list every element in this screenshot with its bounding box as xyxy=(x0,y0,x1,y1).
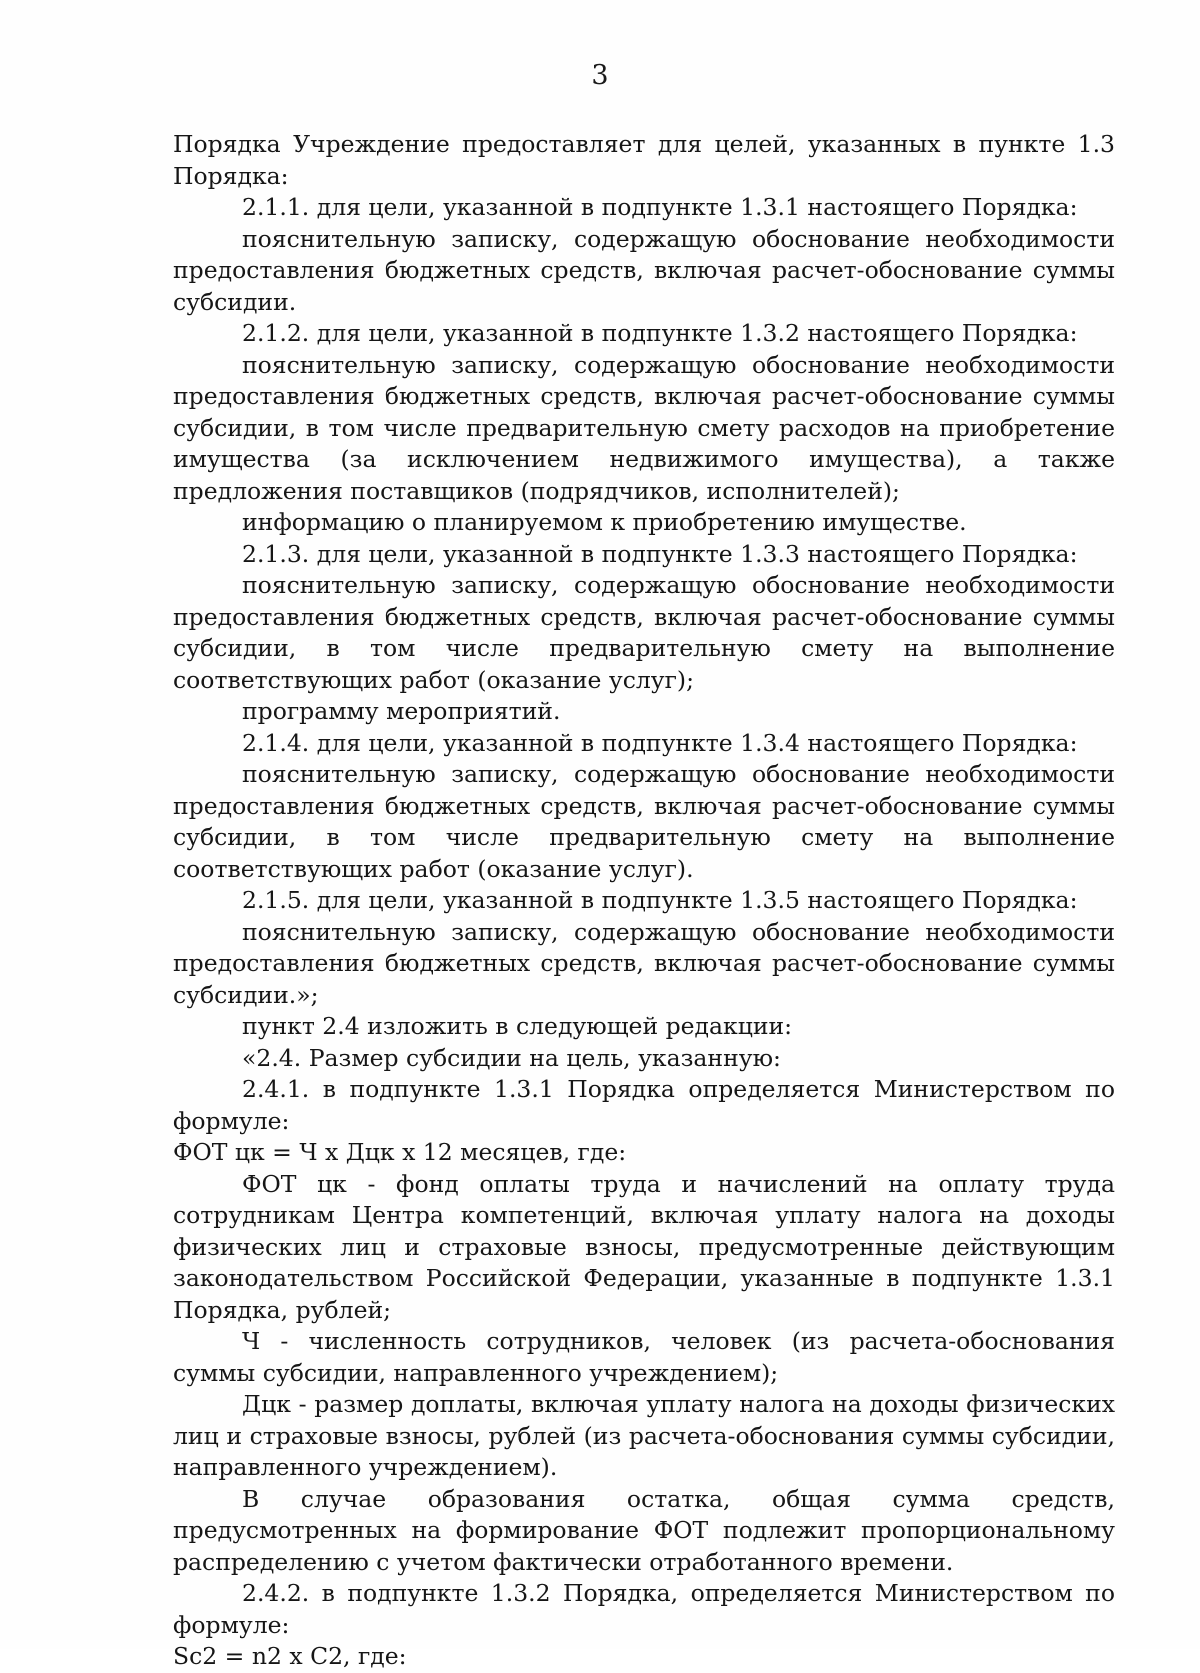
document-body xyxy=(173,129,1115,1673)
formula-fot: ФОТ цк = Ч x Дцк x 12 месяцев, где: xyxy=(173,1138,627,1166)
paragraph-3: 2.1.2. для цели, указанной в подпункте 1.3.2 настоящего Порядка: xyxy=(242,319,1078,347)
paragraph-10: пояснительную записку, содержащую обоснование необходимости предоставления бюджетных средств, включая расчет-обоснование суммы субсидии, в том числе предварительную смету на выполнение соответствующих работ (оказание услуг). xyxy=(173,760,1115,883)
paragraph-5: информацию о планируемом к приобретению имуществе. xyxy=(242,508,967,536)
paragraph-19: Дцк - размер доплаты, включая уплату налога на доходы физических лиц и страховые взносы, рублей (из расчета-обоснования суммы субсидии, направленного учреждением). xyxy=(173,1390,1115,1481)
paragraph-13: пункт 2.4 изложить в следующей редакции: xyxy=(242,1012,793,1040)
paragraph-2: пояснительную записку, содержащую обоснование необходимости предоставления бюджетных средств, включая расчет-обоснование суммы субсидии. xyxy=(173,224,1115,316)
paragraph-4: пояснительную записку, содержащую обоснование необходимости предоставления бюджетных средств, включая расчет-обоснование суммы субсидии, в том числе предварительную смету расходов на приобретение имущества (за исключением недвижимого имущества), а также предложения поставщиков (подрядчиков, исполнителей); xyxy=(173,350,1115,505)
paragraph-0: Порядка Учреждение предоставляет для целей, указанных в пункте 1.3 Порядка: xyxy=(173,130,1115,190)
formula-sc2: Sc2 = n2 x C2, где: xyxy=(173,1642,407,1670)
paragraph-8: программу мероприятий. xyxy=(242,697,561,725)
paragraph-20: В случае образования остатка, общая сумма средств, предусмотренных на формирование ФОТ подлежит пропорциональному распределению с учетом фактически отработанного времени. xyxy=(173,1484,1115,1576)
paragraph-7: пояснительную записку, содержащую обоснование необходимости предоставления бюджетных средств, включая расчет-обоснование суммы субсидии, в том числе предварительную смету на выполнение соответствующих работ (оказание услуг); xyxy=(173,571,1115,694)
paragraph-15: 2.4.1. в подпункте 1.3.1 Порядка определяется Министерством по формуле: xyxy=(173,1075,1115,1135)
paragraph-6: 2.1.3. для цели, указанной в подпункте 1.3.3 настоящего Порядка: xyxy=(242,539,1078,568)
paragraph-9: 2.1.4. для цели, указанной в подпункте 1.3.4 настоящего Порядка: xyxy=(242,728,1078,757)
page-number: 3 xyxy=(591,60,609,91)
paragraph-14: «2.4. Размер субсидии на цель, указанную: xyxy=(242,1043,781,1072)
paragraph-11: 2.1.5. для цели, указанной в подпункте 1.3.5 настоящего Порядка: xyxy=(242,886,1078,914)
paragraph-21: 2.4.2. в подпункте 1.3.2 Порядка, определяется Министерством по формуле: xyxy=(173,1579,1115,1639)
paragraph-18: Ч - численность сотрудников, человек (из расчета-обоснования суммы субсидии, направленного учреждением); xyxy=(173,1327,1115,1387)
paragraph-17: ФОТ цк - фонд оплаты труда и начислений на оплату труда сотрудникам Центра компетенций, включая уплату налога на доходы физических лиц и страховые взносы, предусмотренные действующим законодательством Российской Федерации, указанные в подпункте 1.3.1 Порядка, рублей; xyxy=(173,1169,1115,1324)
paragraph-1: 2.1.1. для цели, указанной в подпункте 1.3.1 настоящего Порядка: xyxy=(242,193,1078,221)
paragraph-12: пояснительную записку, содержащую обоснование необходимости предоставления бюджетных средств, включая расчет-обоснование суммы субсидии.»; xyxy=(173,917,1115,1009)
